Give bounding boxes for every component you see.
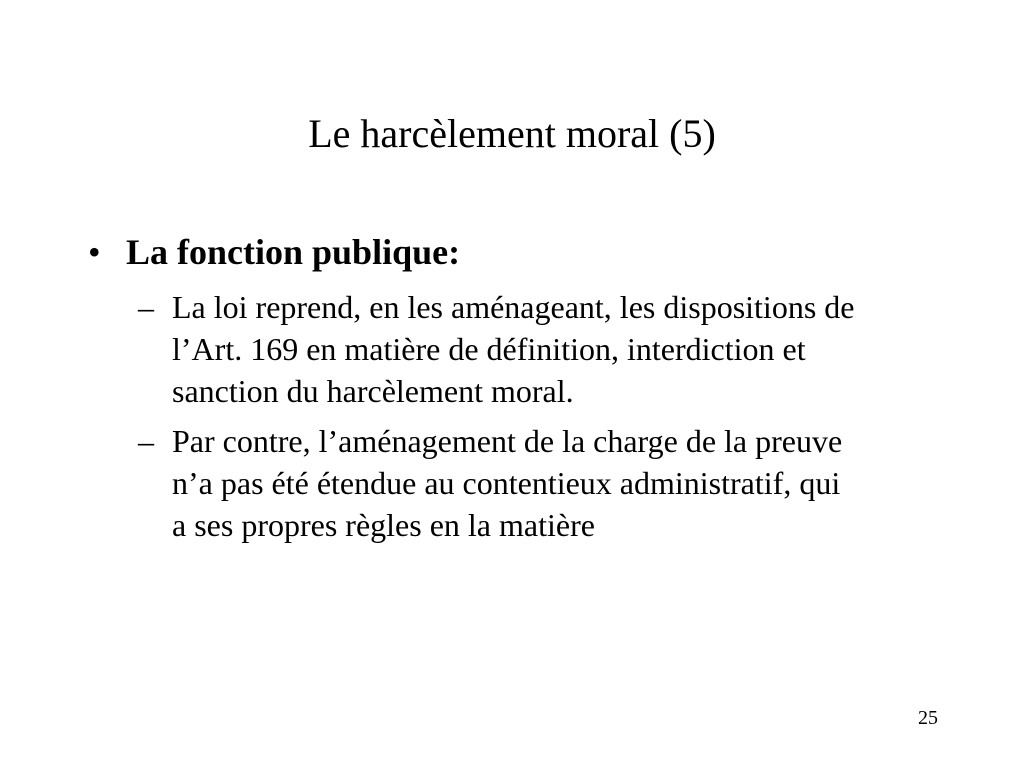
sub-item-text: La loi reprend, en les aménageant, les dispositions de l’Art. 169 en matière de définition, interdiction et sanction du harcèlement moral.	[172, 289, 855, 409]
sub-item	[126, 286, 862, 412]
sub-item-text: Par contre, l’aménagement de la charge de la preuve n’a pas été étendue au contentieux administratif, qui a ses propres règles en la matière	[172, 423, 843, 543]
dash-marker: –	[138, 423, 154, 459]
dash-marker: –	[138, 289, 154, 325]
page-number: 25	[918, 707, 938, 729]
bullet-marker: •	[88, 232, 101, 272]
sub-list	[126, 286, 928, 546]
bullet-list	[88, 226, 928, 554]
slide-title: Le harcèlement moral (5)	[308, 111, 716, 156]
bullet-heading: La fonction publique:	[126, 232, 461, 272]
sub-item	[126, 420, 862, 546]
bullet-item	[88, 226, 928, 546]
